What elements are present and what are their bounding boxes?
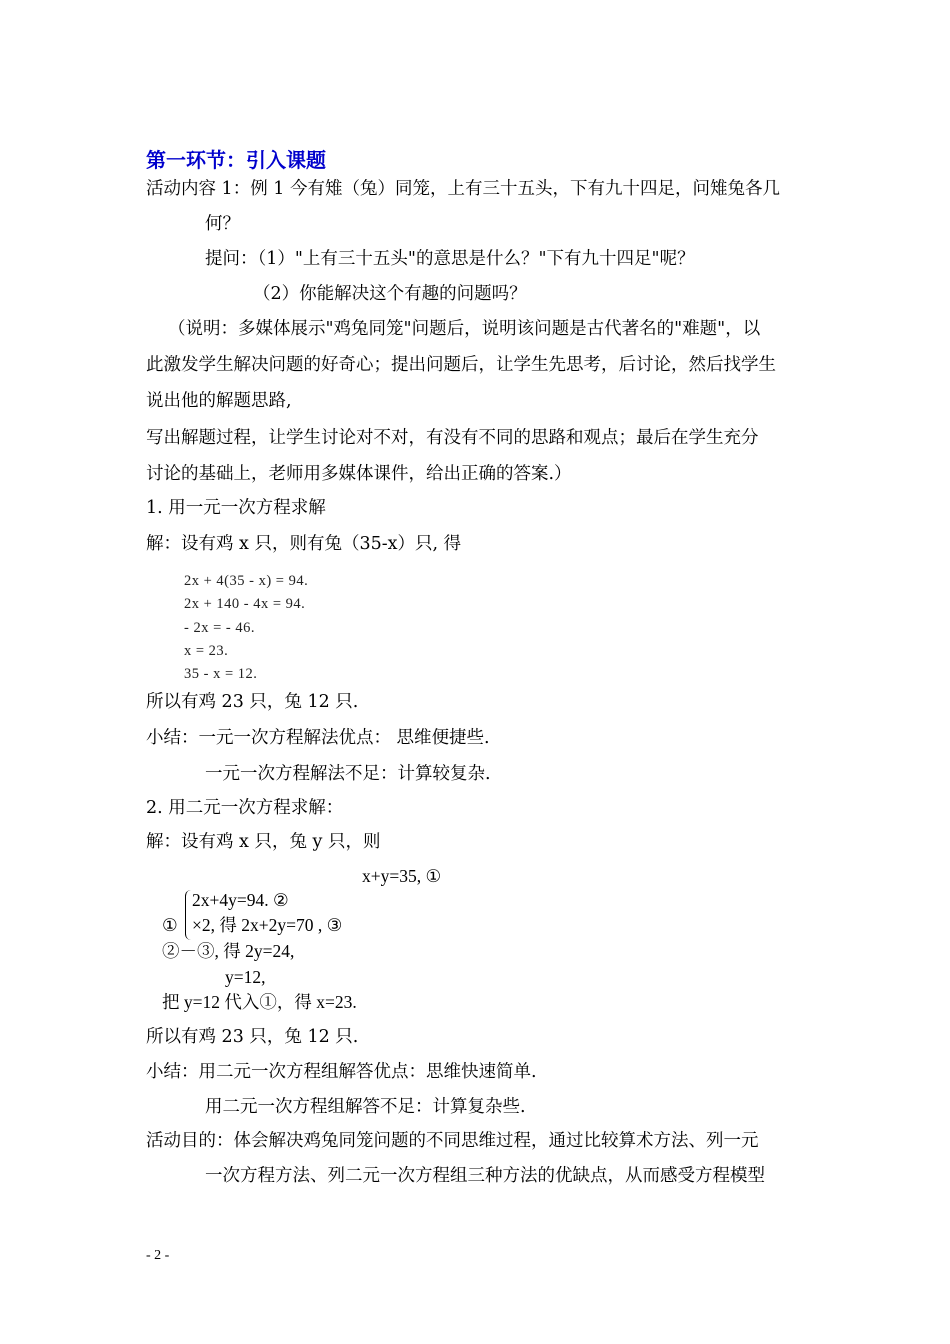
note-line-3: 说出他的解题思路, <box>146 391 292 411</box>
method-1-summary: 小结：一元一次方程解法优点： 思维便捷些. <box>146 728 490 748</box>
activity-content: 活动内容 1：例 1 今有雉（兔）同笼，上有三十五头，下有九十四足，问雉兔各几 <box>146 179 780 199</box>
system-eq-5: y=12, <box>225 967 266 987</box>
system-eq-6: 把 y=12 代入①，得 x=23. <box>162 992 357 1012</box>
equation-step: x = 23. <box>184 643 229 659</box>
method-2-heading: 2. 用二元一次方程求解： <box>146 798 344 818</box>
method-2-solve: 解：设有鸡 x 只，兔 y 只，则 <box>146 832 381 852</box>
system-brace <box>185 890 192 940</box>
equation-step: - 2x = - 46. <box>184 620 255 636</box>
note-line-4: 写出解题过程，让学生讨论对不对，有没有不同的思路和观点；最后在学生充分 <box>146 428 759 448</box>
system-eq-1: x+y=35, ① <box>362 866 442 886</box>
circled-one: ① <box>162 915 178 935</box>
activity-goal-cont: 一次方程方法、列二元一次方程组三种方法的优缺点，从而感受方程模型 <box>205 1166 765 1186</box>
activity-content-cont: 何？ <box>205 214 240 234</box>
system-eq-3: ×2, 得 2x+2y=70 , ③ <box>192 915 343 935</box>
activity-goal: 活动目的：体会解决鸡兔同笼问题的不同思维过程，通过比较算术方法、列一元 <box>146 1131 759 1151</box>
method-1-summary-cont: 一元一次方程解法不足：计算较复杂. <box>205 764 491 784</box>
method-2-summary-cont: 用二元一次方程组解答不足：计算复杂些. <box>205 1097 526 1117</box>
page-number: - 2 - <box>146 1248 170 1263</box>
system-eq-4: ②－③, 得 2y=24, <box>162 941 295 961</box>
note-line-5: 讨论的基础上，老师用多媒体课件，给出正确的答案.） <box>146 464 572 484</box>
method-2-answer: 所以有鸡 23 只，兔 12 只. <box>146 1027 359 1047</box>
note-line-1: （说明：多媒体展示"鸡兔同笼"问题后，说明该问题是古代著名的"难题"，以 <box>168 319 761 339</box>
method-1-answer: 所以有鸡 23 只，兔 12 只. <box>146 692 359 712</box>
method-1-solve: 解：设有鸡 x 只，则有兔（35-x）只, 得 <box>146 534 462 554</box>
question-2: （2）你能解决这个有趣的问题吗？ <box>253 284 527 304</box>
equation-step: 35 - x = 12. <box>184 666 258 682</box>
method-2-summary: 小结：用二元一次方程组解答优点：思维快速简单. <box>146 1062 537 1082</box>
method-1-heading: 1. 用一元一次方程求解 <box>146 498 326 518</box>
question-1: 提问：（1）"上有三十五头"的意思是什么？"下有九十四足"呢？ <box>205 249 695 269</box>
section-title: 第一环节：引入课题 <box>146 148 326 172</box>
note-line-2: 此激发学生解决问题的好奇心；提出问题后，让学生先思考，后讨论，然后找学生 <box>146 355 776 375</box>
system-eq-2: 2x+4y=94. ② <box>192 890 289 910</box>
equation-step: 2x + 4(35 - x) = 94. <box>184 573 309 589</box>
equation-step: 2x + 140 - 4x = 94. <box>184 596 306 612</box>
